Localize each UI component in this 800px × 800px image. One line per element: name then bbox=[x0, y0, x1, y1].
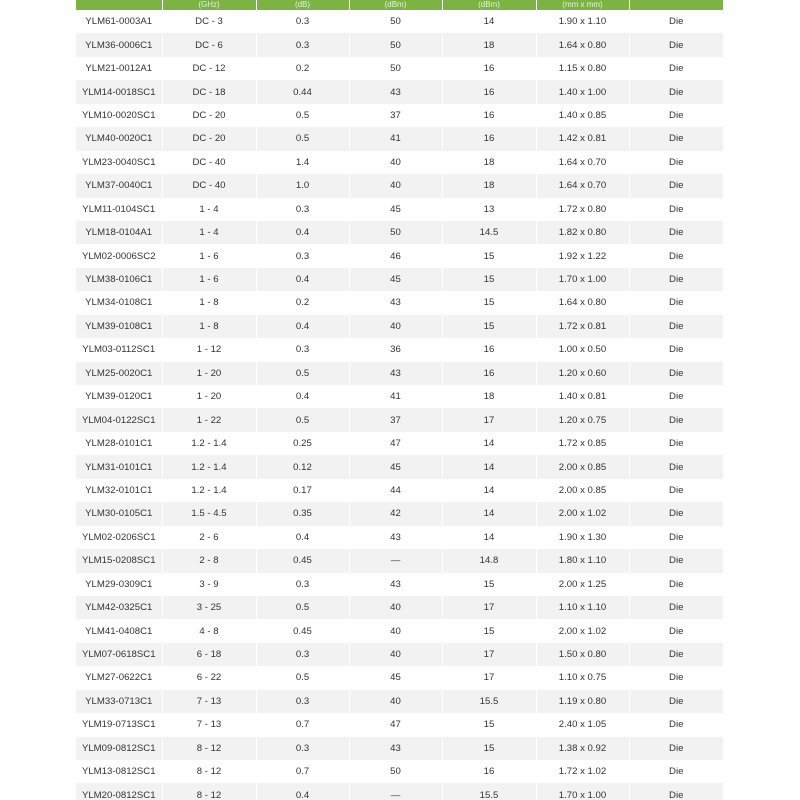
table-row bbox=[76, 549, 723, 572]
cell-power: 37 bbox=[349, 408, 442, 431]
cell-power: 40 bbox=[349, 643, 442, 666]
cell-power: 40 bbox=[349, 596, 442, 619]
table-row bbox=[76, 104, 723, 127]
cell-insertion-loss: 0.4 bbox=[256, 315, 349, 338]
cell-power: 36 bbox=[349, 338, 442, 361]
cell-die-size: 1.40 x 1.00 bbox=[536, 80, 629, 103]
cell-frequency: DC - 6 bbox=[162, 33, 256, 56]
cell-insertion-loss: 0.7 bbox=[256, 760, 349, 783]
cell-power: 47 bbox=[349, 432, 442, 455]
cell-isolation: 14 bbox=[442, 455, 536, 478]
cell-power: 46 bbox=[349, 244, 442, 267]
cell-isolation: 16 bbox=[442, 362, 536, 385]
cell-insertion-loss: 0.35 bbox=[256, 502, 349, 525]
cell-frequency: 8 - 12 bbox=[162, 737, 256, 760]
cell-insertion-loss: 0.5 bbox=[256, 104, 349, 127]
cell-part-number: YLM61-0003A1 bbox=[76, 10, 162, 33]
cell-die-size: 1.42 x 0.81 bbox=[536, 127, 629, 150]
table-row bbox=[76, 315, 723, 338]
product-table-container bbox=[76, 0, 723, 800]
cell-isolation: 16 bbox=[442, 127, 536, 150]
cell-part-number: YLM13-0812SC1 bbox=[76, 760, 162, 783]
cell-frequency: 8 - 12 bbox=[162, 760, 256, 783]
cell-package: Die bbox=[669, 109, 684, 121]
cell-frequency: 8 - 12 bbox=[162, 783, 256, 800]
table-row bbox=[76, 619, 723, 642]
cell-package: Die bbox=[669, 789, 684, 800]
cell-insertion-loss: 0.45 bbox=[256, 619, 349, 642]
cell-insertion-loss: 0.4 bbox=[256, 385, 349, 408]
cell-power: 50 bbox=[349, 10, 442, 33]
cell-frequency: 1.5 - 4.5 bbox=[162, 502, 256, 525]
cell-part-number: YLM03-0112SC1 bbox=[76, 338, 162, 361]
cell-isolation: 17 bbox=[442, 643, 536, 666]
cell-power: 44 bbox=[349, 479, 442, 502]
cell-isolation: 15 bbox=[442, 619, 536, 642]
cell-insertion-loss: 0.25 bbox=[256, 432, 349, 455]
cell-die-size: 1.70 x 1.00 bbox=[536, 783, 629, 800]
cell-isolation: 14 bbox=[442, 479, 536, 502]
cell-insertion-loss: 0.3 bbox=[256, 33, 349, 56]
table-row bbox=[76, 268, 723, 291]
cell-die-size: 1.72 x 0.85 bbox=[536, 432, 629, 455]
cell-isolation: 18 bbox=[442, 151, 536, 174]
cell-die-size: 1.82 x 0.80 bbox=[536, 221, 629, 244]
cell-insertion-loss: 0.3 bbox=[256, 573, 349, 596]
cell-frequency: DC - 20 bbox=[162, 104, 256, 127]
cell-isolation: 15 bbox=[442, 573, 536, 596]
cell-insertion-loss: 0.17 bbox=[256, 479, 349, 502]
table-row bbox=[76, 479, 723, 502]
cell-part-number: YLM32-0101C1 bbox=[76, 479, 162, 502]
cell-die-size: 1.64 x 0.70 bbox=[536, 174, 629, 197]
table-row bbox=[76, 737, 723, 760]
cell-die-size: 1.64 x 0.80 bbox=[536, 291, 629, 314]
cell-isolation: 18 bbox=[442, 385, 536, 408]
cell-package: Die bbox=[669, 344, 684, 356]
table-header bbox=[76, 0, 723, 10]
table-row bbox=[76, 10, 723, 33]
cell-power: — bbox=[349, 549, 442, 572]
table-header-row bbox=[76, 0, 723, 10]
cell-die-size: 1.50 x 0.80 bbox=[536, 643, 629, 666]
cell-isolation: 14 bbox=[442, 502, 536, 525]
product-table bbox=[76, 0, 723, 800]
cell-part-number: YLM10-0020SC1 bbox=[76, 104, 162, 127]
cell-isolation: 18 bbox=[442, 174, 536, 197]
cell-part-number: YLM11-0104SC1 bbox=[76, 198, 162, 221]
cell-package: Die bbox=[669, 156, 684, 168]
cell-frequency: DC - 20 bbox=[162, 127, 256, 150]
cell-power: 40 bbox=[349, 315, 442, 338]
cell-power: 45 bbox=[349, 666, 442, 689]
cell-package: Die bbox=[669, 742, 684, 754]
cell-part-number: YLM02-0206SC1 bbox=[76, 526, 162, 549]
cell-die-size: 2.40 x 1.05 bbox=[536, 713, 629, 736]
table-row bbox=[76, 244, 723, 267]
cell-insertion-loss: 0.3 bbox=[256, 737, 349, 760]
cell-die-size: 2.00 x 1.02 bbox=[536, 619, 629, 642]
cell-power: 42 bbox=[349, 502, 442, 525]
cell-die-size: 1.40 x 0.81 bbox=[536, 385, 629, 408]
cell-frequency: 1.2 - 1.4 bbox=[162, 432, 256, 455]
cell-insertion-loss: 0.4 bbox=[256, 783, 349, 800]
cell-isolation: 16 bbox=[442, 338, 536, 361]
cell-die-size: 1.72 x 0.80 bbox=[536, 198, 629, 221]
cell-package: Die bbox=[669, 766, 684, 778]
cell-package: Die bbox=[669, 320, 684, 332]
cell-frequency: DC - 12 bbox=[162, 57, 256, 80]
cell-power: 41 bbox=[349, 385, 442, 408]
cell-insertion-loss: 0.2 bbox=[256, 291, 349, 314]
cell-package: Die bbox=[669, 86, 684, 98]
cell-package: Die bbox=[669, 578, 684, 590]
cell-die-size: 1.70 x 1.00 bbox=[536, 268, 629, 291]
cell-frequency: 2 - 6 bbox=[162, 526, 256, 549]
table-row bbox=[76, 596, 723, 619]
cell-package: Die bbox=[669, 602, 684, 614]
cell-frequency: 1 - 8 bbox=[162, 315, 256, 338]
cell-insertion-loss: 0.44 bbox=[256, 80, 349, 103]
column-header-die-size: (mm x mm) bbox=[536, 0, 629, 10]
cell-die-size: 2.00 x 0.85 bbox=[536, 479, 629, 502]
cell-isolation: 13 bbox=[442, 198, 536, 221]
cell-package: Die bbox=[669, 367, 684, 379]
cell-part-number: YLM30-0105C1 bbox=[76, 502, 162, 525]
cell-frequency: 1 - 4 bbox=[162, 198, 256, 221]
cell-package: Die bbox=[669, 414, 684, 426]
table-row bbox=[76, 198, 723, 221]
table-row bbox=[76, 291, 723, 314]
cell-die-size: 1.80 x 1.10 bbox=[536, 549, 629, 572]
table-row bbox=[76, 33, 723, 56]
cell-package: Die bbox=[669, 695, 684, 707]
cell-frequency: DC - 18 bbox=[162, 80, 256, 103]
cell-part-number: YLM36-0006C1 bbox=[76, 33, 162, 56]
cell-die-size: 1.10 x 1.10 bbox=[536, 596, 629, 619]
cell-power: 40 bbox=[349, 151, 442, 174]
cell-insertion-loss: 1.0 bbox=[256, 174, 349, 197]
cell-insertion-loss: 0.5 bbox=[256, 408, 349, 431]
cell-power: 50 bbox=[349, 57, 442, 80]
cell-insertion-loss: 0.3 bbox=[256, 643, 349, 666]
table-row bbox=[76, 455, 723, 478]
cell-package: Die bbox=[669, 227, 684, 239]
cell-isolation: 16 bbox=[442, 760, 536, 783]
cell-part-number: YLM15-0208SC1 bbox=[76, 549, 162, 572]
cell-die-size: 1.10 x 0.75 bbox=[536, 666, 629, 689]
cell-insertion-loss: 0.3 bbox=[256, 244, 349, 267]
cell-power: 45 bbox=[349, 198, 442, 221]
cell-power: 40 bbox=[349, 619, 442, 642]
table-row bbox=[76, 174, 723, 197]
cell-die-size: 1.72 x 1.02 bbox=[536, 760, 629, 783]
cell-frequency: 1 - 6 bbox=[162, 244, 256, 267]
cell-insertion-loss: 0.3 bbox=[256, 10, 349, 33]
cell-part-number: YLM23-0040SC1 bbox=[76, 151, 162, 174]
column-header-insertion-loss: (dB) bbox=[256, 0, 349, 10]
cell-package: Die bbox=[669, 484, 684, 496]
cell-power: 43 bbox=[349, 362, 442, 385]
cell-power: 45 bbox=[349, 268, 442, 291]
cell-frequency: 1.2 - 1.4 bbox=[162, 455, 256, 478]
column-header-frequency: (GHz) bbox=[162, 0, 256, 10]
cell-part-number: YLM42-0325C1 bbox=[76, 596, 162, 619]
table-row bbox=[76, 408, 723, 431]
cell-package: Die bbox=[669, 133, 684, 145]
cell-part-number: YLM31-0101C1 bbox=[76, 455, 162, 478]
cell-package: Die bbox=[669, 625, 684, 637]
column-header-power: (dBm) bbox=[349, 0, 442, 10]
cell-isolation: 17 bbox=[442, 666, 536, 689]
cell-frequency: 3 - 9 bbox=[162, 573, 256, 596]
cell-insertion-loss: 0.45 bbox=[256, 549, 349, 572]
cell-power: 50 bbox=[349, 33, 442, 56]
table-row bbox=[76, 221, 723, 244]
cell-die-size: 2.00 x 0.85 bbox=[536, 455, 629, 478]
cell-frequency: 1 - 22 bbox=[162, 408, 256, 431]
cell-package: Die bbox=[669, 180, 684, 192]
cell-insertion-loss: 0.5 bbox=[256, 596, 349, 619]
cell-package: Die bbox=[669, 391, 684, 403]
cell-power: 43 bbox=[349, 573, 442, 596]
column-header-part-number bbox=[76, 0, 162, 10]
table-body bbox=[76, 10, 723, 800]
column-header-isolation: (dBm) bbox=[442, 0, 536, 10]
cell-part-number: YLM18-0104A1 bbox=[76, 221, 162, 244]
cell-isolation: 16 bbox=[442, 80, 536, 103]
cell-package: Die bbox=[669, 250, 684, 262]
cell-package: Die bbox=[669, 555, 684, 567]
cell-frequency: DC - 3 bbox=[162, 10, 256, 33]
cell-power: 43 bbox=[349, 80, 442, 103]
cell-isolation: 16 bbox=[442, 57, 536, 80]
cell-frequency: 7 - 13 bbox=[162, 690, 256, 713]
cell-isolation: 15 bbox=[442, 244, 536, 267]
cell-die-size: 1.15 x 0.80 bbox=[536, 57, 629, 80]
cell-die-size: 1.64 x 0.80 bbox=[536, 33, 629, 56]
cell-power: 37 bbox=[349, 104, 442, 127]
cell-isolation: 14 bbox=[442, 432, 536, 455]
cell-isolation: 17 bbox=[442, 408, 536, 431]
cell-frequency: 1 - 6 bbox=[162, 268, 256, 291]
cell-frequency: 1 - 12 bbox=[162, 338, 256, 361]
cell-isolation: 16 bbox=[442, 104, 536, 127]
cell-isolation: 15 bbox=[442, 315, 536, 338]
cell-part-number: YLM40-0020C1 bbox=[76, 127, 162, 150]
cell-insertion-loss: 0.5 bbox=[256, 362, 349, 385]
cell-die-size: 1.90 x 1.10 bbox=[536, 10, 629, 33]
cell-insertion-loss: 0.4 bbox=[256, 268, 349, 291]
cell-power: 50 bbox=[349, 760, 442, 783]
cell-isolation: 14.8 bbox=[442, 549, 536, 572]
cell-part-number: YLM33-0713C1 bbox=[76, 690, 162, 713]
table-row bbox=[76, 127, 723, 150]
cell-part-number: YLM19-0713SC1 bbox=[76, 713, 162, 736]
cell-frequency: 4 - 8 bbox=[162, 619, 256, 642]
cell-part-number: YLM07-0618SC1 bbox=[76, 643, 162, 666]
cell-frequency: 1 - 20 bbox=[162, 362, 256, 385]
cell-die-size: 1.72 x 0.81 bbox=[536, 315, 629, 338]
table-row bbox=[76, 57, 723, 80]
cell-die-size: 2.00 x 1.02 bbox=[536, 502, 629, 525]
cell-power: 40 bbox=[349, 174, 442, 197]
cell-die-size: 1.40 x 0.85 bbox=[536, 104, 629, 127]
cell-frequency: 1 - 20 bbox=[162, 385, 256, 408]
cell-die-size: 2.00 x 1.25 bbox=[536, 573, 629, 596]
cell-part-number: YLM20-0812SC1 bbox=[76, 783, 162, 800]
cell-insertion-loss: 0.3 bbox=[256, 198, 349, 221]
cell-insertion-loss: 0.7 bbox=[256, 713, 349, 736]
cell-isolation: 14.5 bbox=[442, 221, 536, 244]
cell-power: 40 bbox=[349, 690, 442, 713]
cell-part-number: YLM34-0108C1 bbox=[76, 291, 162, 314]
table-row bbox=[76, 526, 723, 549]
table-row bbox=[76, 385, 723, 408]
cell-insertion-loss: 0.5 bbox=[256, 666, 349, 689]
cell-part-number: YLM38-0106C1 bbox=[76, 268, 162, 291]
cell-insertion-loss: 0.5 bbox=[256, 127, 349, 150]
cell-package: Die bbox=[669, 203, 684, 215]
cell-package: Die bbox=[669, 297, 684, 309]
table-row bbox=[76, 362, 723, 385]
cell-die-size: 1.90 x 1.30 bbox=[536, 526, 629, 549]
cell-insertion-loss: 1.4 bbox=[256, 151, 349, 174]
table-row bbox=[76, 151, 723, 174]
table-row bbox=[76, 666, 723, 689]
cell-insertion-loss: 0.3 bbox=[256, 690, 349, 713]
table-row bbox=[76, 690, 723, 713]
cell-frequency: DC - 40 bbox=[162, 151, 256, 174]
cell-insertion-loss: 0.4 bbox=[256, 526, 349, 549]
cell-isolation: 15.5 bbox=[442, 690, 536, 713]
cell-isolation: 17 bbox=[442, 596, 536, 619]
cell-frequency: 7 - 13 bbox=[162, 713, 256, 736]
cell-die-size: 1.19 x 0.80 bbox=[536, 690, 629, 713]
cell-power: 50 bbox=[349, 221, 442, 244]
cell-part-number: YLM28-0101C1 bbox=[76, 432, 162, 455]
cell-die-size: 1.38 x 0.92 bbox=[536, 737, 629, 760]
cell-part-number: YLM29-0309C1 bbox=[76, 573, 162, 596]
table-row bbox=[76, 783, 723, 800]
cell-frequency: 1 - 4 bbox=[162, 221, 256, 244]
cell-frequency: 1.2 - 1.4 bbox=[162, 479, 256, 502]
table-row bbox=[76, 502, 723, 525]
cell-package: Die bbox=[669, 531, 684, 543]
cell-frequency: 2 - 8 bbox=[162, 549, 256, 572]
cell-die-size: 1.92 x 1.22 bbox=[536, 244, 629, 267]
cell-power: — bbox=[349, 783, 442, 800]
cell-part-number: YLM37-0040C1 bbox=[76, 174, 162, 197]
cell-die-size: 1.20 x 0.60 bbox=[536, 362, 629, 385]
cell-package: Die bbox=[669, 461, 684, 473]
cell-die-size: 1.00 x 0.50 bbox=[536, 338, 629, 361]
cell-frequency: 6 - 22 bbox=[162, 666, 256, 689]
cell-part-number: YLM21-0012A1 bbox=[76, 57, 162, 80]
cell-insertion-loss: 0.12 bbox=[256, 455, 349, 478]
cell-package: Die bbox=[669, 63, 684, 75]
cell-insertion-loss: 0.3 bbox=[256, 338, 349, 361]
cell-power: 43 bbox=[349, 526, 442, 549]
cell-part-number: YLM04-0122SC1 bbox=[76, 408, 162, 431]
cell-isolation: 15.5 bbox=[442, 783, 536, 800]
cell-isolation: 15 bbox=[442, 713, 536, 736]
cell-package: Die bbox=[669, 438, 684, 450]
cell-frequency: DC - 40 bbox=[162, 174, 256, 197]
cell-die-size: 1.20 x 0.75 bbox=[536, 408, 629, 431]
cell-isolation: 15 bbox=[442, 291, 536, 314]
cell-power: 43 bbox=[349, 737, 442, 760]
cell-part-number: YLM41-0408C1 bbox=[76, 619, 162, 642]
table-row bbox=[76, 80, 723, 103]
table-row bbox=[76, 432, 723, 455]
cell-part-number: YLM02-0006SC2 bbox=[76, 244, 162, 267]
cell-power: 45 bbox=[349, 455, 442, 478]
cell-power: 41 bbox=[349, 127, 442, 150]
cell-package: Die bbox=[669, 39, 684, 51]
cell-isolation: 15 bbox=[442, 737, 536, 760]
column-header-package bbox=[629, 0, 723, 10]
cell-die-size: 1.64 x 0.70 bbox=[536, 151, 629, 174]
cell-part-number: YLM25-0020C1 bbox=[76, 362, 162, 385]
cell-isolation: 18 bbox=[442, 33, 536, 56]
cell-package: Die bbox=[669, 16, 684, 28]
cell-frequency: 6 - 18 bbox=[162, 643, 256, 666]
cell-package: Die bbox=[669, 672, 684, 684]
table-row bbox=[76, 573, 723, 596]
cell-insertion-loss: 0.4 bbox=[256, 221, 349, 244]
cell-package: Die bbox=[669, 719, 684, 731]
cell-part-number: YLM39-0108C1 bbox=[76, 315, 162, 338]
cell-part-number: YLM09-0812SC1 bbox=[76, 737, 162, 760]
table-row bbox=[76, 713, 723, 736]
cell-package: Die bbox=[669, 508, 684, 520]
cell-package: Die bbox=[669, 274, 684, 286]
cell-isolation: 14 bbox=[442, 10, 536, 33]
cell-part-number: YLM27-0622C1 bbox=[76, 666, 162, 689]
cell-package: Die bbox=[669, 649, 684, 661]
cell-isolation: 15 bbox=[442, 268, 536, 291]
cell-insertion-loss: 0.2 bbox=[256, 57, 349, 80]
table-row bbox=[76, 643, 723, 666]
cell-power: 47 bbox=[349, 713, 442, 736]
cell-frequency: 1 - 8 bbox=[162, 291, 256, 314]
cell-part-number: YLM39-0120C1 bbox=[76, 385, 162, 408]
cell-isolation: 14 bbox=[442, 526, 536, 549]
cell-power: 43 bbox=[349, 291, 442, 314]
cell-frequency: 3 - 25 bbox=[162, 596, 256, 619]
cell-part-number: YLM14-0018SC1 bbox=[76, 80, 162, 103]
table-row bbox=[76, 760, 723, 783]
table-row bbox=[76, 338, 723, 361]
